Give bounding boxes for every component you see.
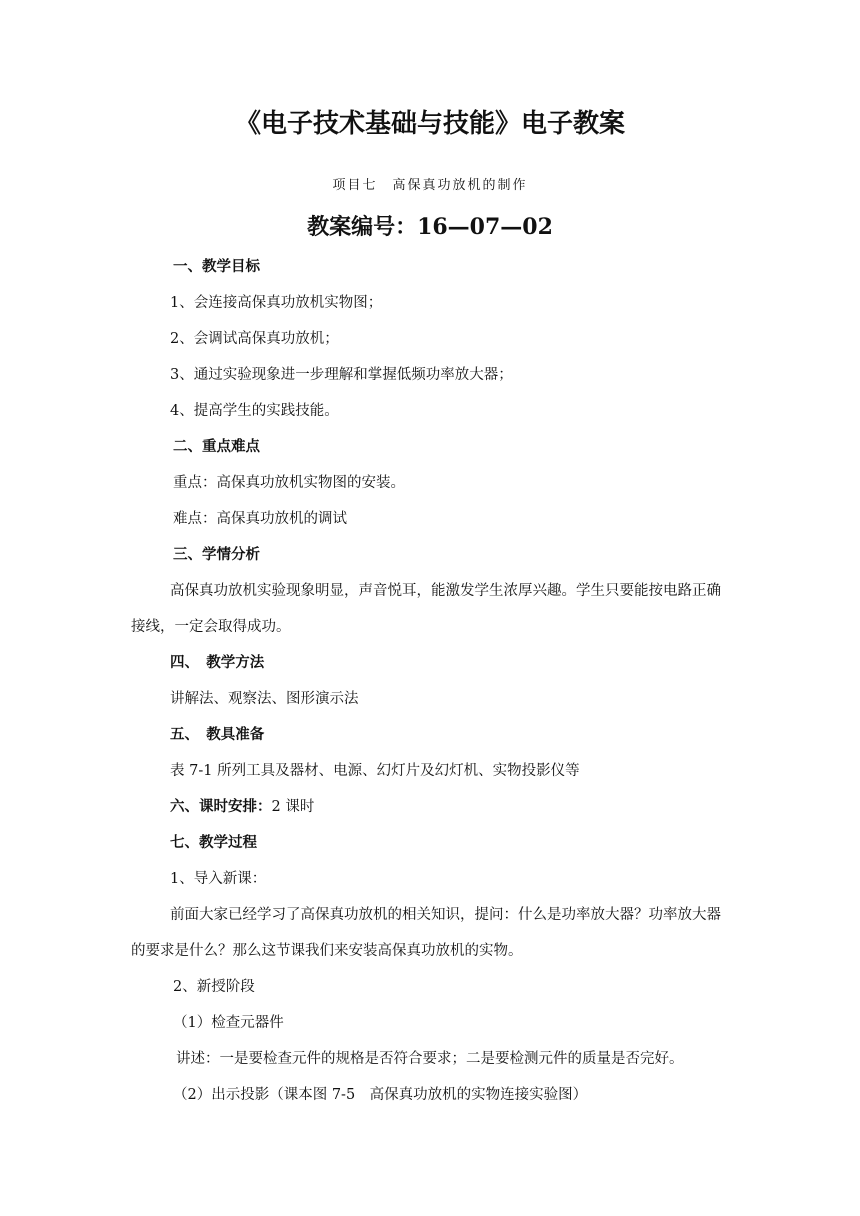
objective-item: 4、提高学生的实践技能。 — [170, 403, 339, 419]
objective-item: 2、会调试高保真功放机； — [170, 331, 339, 347]
difficult-point: 难点：高保真功放机的调试 — [173, 511, 347, 527]
lesson-plan-code: 教案编号：16—07—02 — [307, 214, 553, 240]
section-6-line — [170, 797, 314, 817]
teaching-methods: 讲解法、观察法、图形演示法 — [170, 691, 359, 707]
section-4-heading: 四、 教学方法 — [170, 654, 265, 671]
section-2-heading: 二、重点难点 — [173, 438, 260, 455]
key-point: 重点：高保真功放机实物图的安装。 — [173, 475, 405, 491]
sub-step-1: （1）检查元器件 — [173, 1015, 284, 1031]
step-2-label: 2、新授阶段 — [173, 979, 255, 995]
objective-item: 3、通过实验现象进一步理解和掌握低频功率放大器； — [170, 367, 513, 383]
intro-paragraph: 前面大家已经学习了高保真功放机的相关知识，提问：什么是功率放大器？功率放大器的要求是什么？那么这节课我们来安装高保真功放机的实物。 — [131, 907, 721, 959]
section-5-heading: 五、 教具准备 — [170, 726, 265, 743]
document-title: 《电子技术基础与技能》电子教案 — [234, 109, 625, 139]
sub-step-2: （2）出示投影（课本图 7-5 高保真功放机的实物连接实验图） — [173, 1087, 588, 1103]
section-3-heading: 三、学情分析 — [173, 546, 260, 563]
step-1-label: 1、导入新课： — [170, 871, 267, 887]
section-1-heading: 一、教学目标 — [173, 258, 260, 275]
explanation-text: 讲述：一是要检查元件的规格是否符合要求；二是要检测元件的质量是否完好。 — [176, 1051, 684, 1067]
objective-item: 1、会连接高保真功放机实物图； — [170, 295, 383, 311]
learner-analysis-text: 高保真功放机实验现象明显，声音悦耳，能激发学生浓厚兴趣。学生只要能按电路正确接线，一定会取得成功。 — [131, 583, 721, 635]
class-hours: 2 课时 — [271, 799, 315, 815]
project-line: 项目七 高保真功放机的制作 — [332, 178, 528, 193]
section-6-heading: 六、课时安排： — [170, 798, 272, 815]
section-7-heading: 七、教学过程 — [170, 834, 257, 851]
teaching-aids: 表 7-1 所列工具及器材、电源、幻灯片及幻灯机、实物投影仪等 — [170, 763, 580, 779]
